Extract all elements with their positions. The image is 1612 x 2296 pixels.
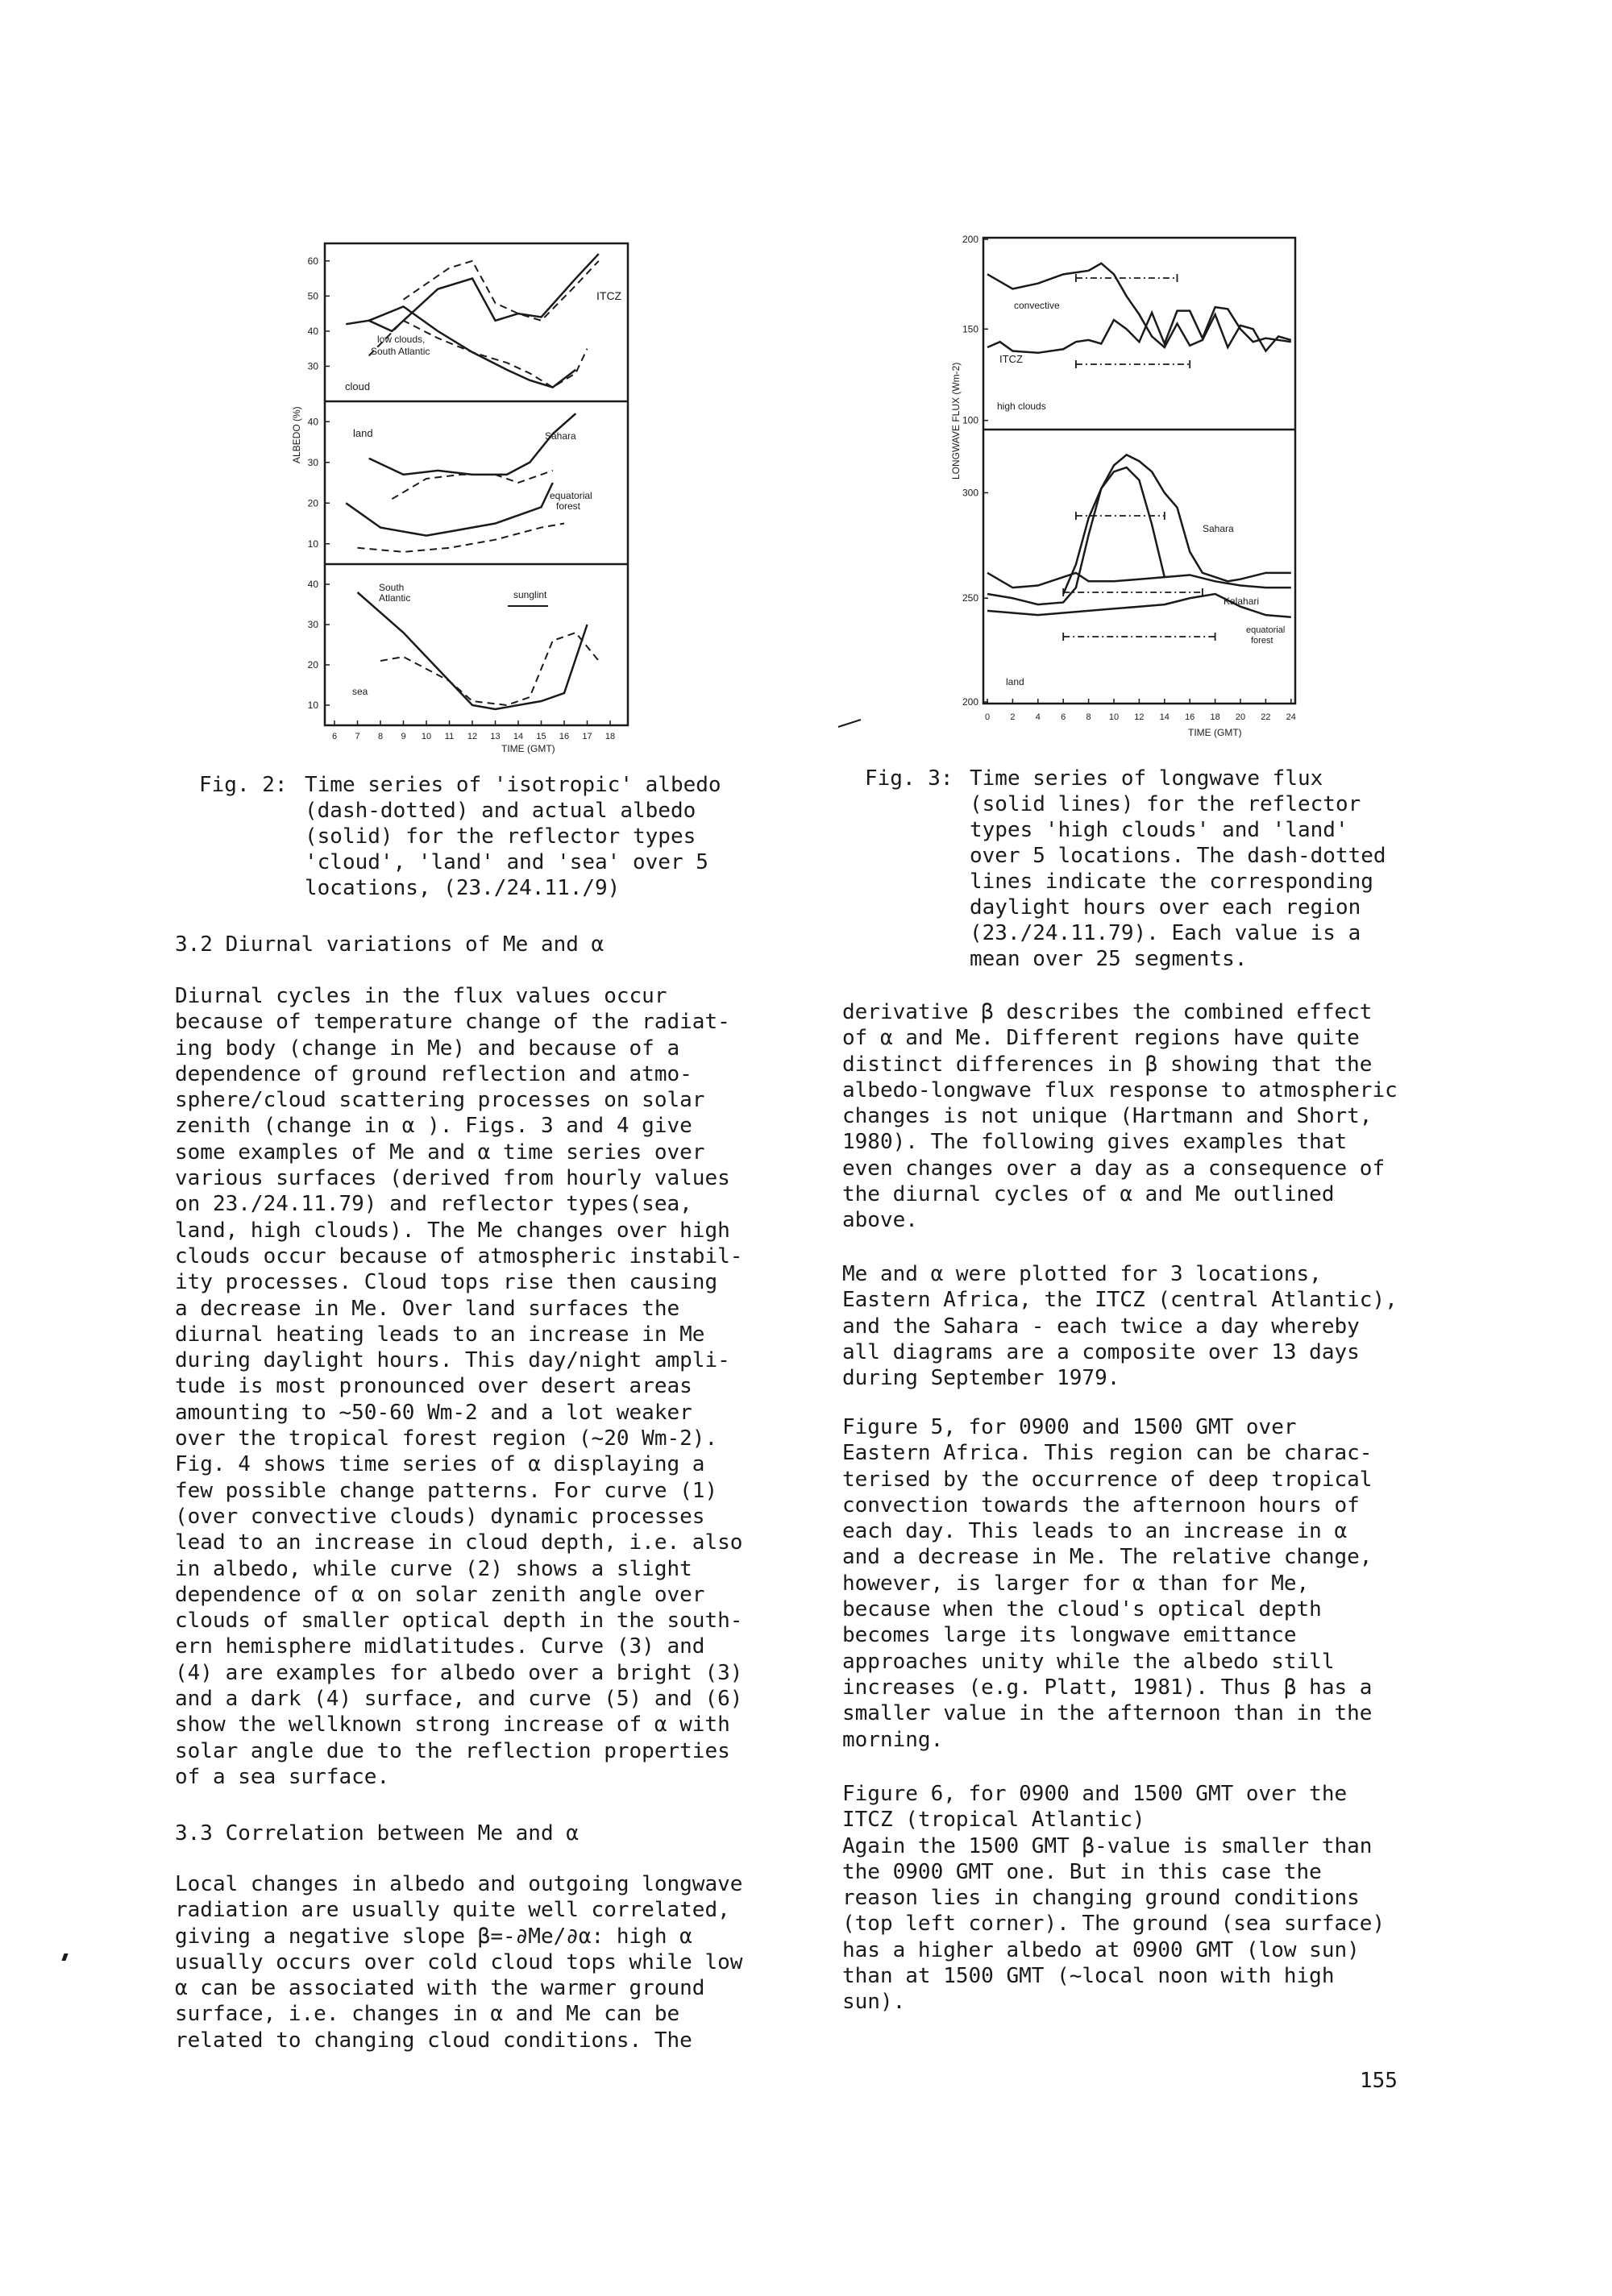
fig3-series-0-1 [987,307,1291,353]
fig2-series-group [346,254,599,709]
fig2-x-tick-4: 10 [421,732,432,741]
fig2-y-tick-1-1: 30 [307,456,318,468]
right-col-para-4: Figure 6, for 0900 and 1500 GMT over the ITCZ (tropical Atlantic) Again the 1500 GMT β-value is smaller than the 0900 GMT one. But in this case the reason lies in changing ground conditions (top left corner). The ground (sea surface) has a higher albedo at 0900 GMT (low sun) than at 1500 GMT (~local noon with high sun). [842,1782,1386,2015]
fig2-y-tick-1-0: 40 [307,416,318,428]
fig2-label-low-clouds-1: low clouds, [377,334,426,345]
fig2-label-sunglint: sunglint [513,589,547,600]
fig3-y-axis-label: LONGWAVE FLUX (Wm-2) [950,362,962,480]
fig2-series-1-1 [392,471,553,499]
fig3-series-1-2 [987,573,1291,587]
fig2-y-tick-1-3: 10 [307,538,318,550]
fig2-label-sahara: Sahara [545,430,576,442]
fig2-label-south: South [379,582,405,593]
fig2-series-0-2 [369,306,576,387]
fig3-x-tick-3: 6 [1061,712,1066,722]
fig3-x-tick-10: 20 [1235,712,1246,722]
fig3-x-tick-5: 10 [1108,712,1120,722]
fig2-x-axis-label: TIME (GMT) [501,743,555,754]
fig2-x-tick-7: 13 [490,732,501,741]
fig3-label-eq-forest-2: forest [1251,636,1273,646]
fig2-x-tick-5: 11 [444,732,455,741]
fig2-series-2-0 [358,592,588,709]
fig3-y-tick-1-0: 300 [962,487,978,499]
fig2-y-tick-0-0: 60 [307,255,318,267]
right-col-para-1: derivative β describes the combined effect of α and Me. Different regions have quite distinct differences in β showing that the albedo-longwave flux response to atmospheric changes is not unique (Hartmann and Short, 1980). The following gives examples that even changes over a day as a consequence of the diurnal cycles of α and Me outlined above. [842,1000,1398,1233]
fig3-series-0-0 [987,264,1291,351]
fig3-x-tick-11: 22 [1261,712,1271,722]
fig2-y-ticks [308,255,330,711]
fig3-stray-mark [838,720,861,727]
fig2-x-tick-9: 15 [536,732,546,741]
fig3-label-high-clouds: high clouds [997,401,1046,412]
fig2-x-tick-6: 12 [467,732,478,741]
fig3-x-ticks [985,699,1296,722]
fig3-x-tick-8: 16 [1185,712,1195,722]
fig2-series-1-3 [358,524,565,552]
fig3-x-tick-4: 8 [1086,712,1091,722]
fig2-series-2-1 [380,633,599,705]
fig3-x-tick-2: 4 [1035,712,1041,722]
fig3-label-kalahari: Kalahari [1224,596,1260,607]
fig3-x-tick-0: 0 [984,712,991,722]
fig3-label-land: land [1006,676,1024,687]
fig3-x-axis-label: TIME (GMT) [1188,727,1242,738]
fig3-series-1-1 [1063,467,1165,594]
fig2-y-tick-2-2: 20 [307,659,318,671]
fig2-series-1-2 [346,483,553,536]
fig2-x-tick-10: 16 [559,732,570,741]
fig2-x-tick-12: 18 [604,732,616,741]
fig2-y-tick-0-2: 40 [307,325,318,337]
fig3-y-tick-0-1: 150 [962,323,978,335]
fig2-x-tick-11: 17 [582,732,592,741]
fig3-x-tick-6: 12 [1134,712,1145,722]
section-3-2-heading: 3.2 Diurnal variations of Me and α [175,932,604,957]
fig3-label-sahara: Sahara [1203,523,1234,534]
fig3-series-1-0 [987,455,1291,604]
fig3-y-tick-1-1: 250 [962,592,978,604]
fig3-x-tick-1: 2 [1010,712,1016,722]
fig2-label-itcz: ITCZ [596,289,622,302]
fig2-label-atlantic: Atlantic [379,592,411,604]
fig2-x-tick-2: 8 [377,732,384,741]
fig3-y-tick-0-2: 100 [962,414,978,426]
fig3-daylight-group [1063,274,1215,641]
fig2-y-axis-label: ALBEDO (%) [291,406,302,463]
fig2-x-tick-0: 6 [331,732,338,741]
fig2-label-sea: sea [352,686,368,697]
fig2-x-ticks [332,720,615,741]
margin-mark [61,1953,68,1961]
fig3-series-group [987,264,1291,617]
fig2-series-1-0 [369,413,576,475]
fig3-label-eq-forest-1: equatorial [1246,625,1286,635]
fig2-y-tick-0-3: 30 [307,360,318,372]
fig2-series-0-3 [369,321,588,388]
fig2-y-tick-2-0: 40 [307,579,318,590]
right-col-para-2: Me and α were plotted for 3 locations, Eastern Africa, the ITCZ (central Atlantic), and the Sahara - each twice a day whereby all diagrams are a composite over 13 days during September 1979. [842,1262,1398,1391]
fig2-x-tick-8: 14 [513,732,524,741]
page-number: 155 [1360,2069,1398,2093]
fig3-y-tick-0-0: 200 [962,234,978,245]
fig3-x-tick-12: 24 [1286,712,1296,722]
fig2-label-cloud: cloud [345,380,371,392]
fig3-label-itcz: ITCZ [999,353,1023,365]
fig2-x-tick-3: 9 [401,732,406,741]
fig2-caption-text: Time series of 'isotropic' albedo (dash-dotted) and actual albedo (solid) for the reflector types 'cloud', 'land' and 'sea' over 5 locations, (23./24.11./9) [305,773,721,900]
fig2-y-tick-2-3: 10 [307,700,318,711]
fig2-x-tick-1: 7 [355,732,360,741]
fig2-series-0-1 [404,261,599,321]
fig2-y-tick-0-1: 50 [307,290,318,302]
fig2-y-tick-1-2: 20 [307,497,318,509]
fig2-caption-label: Fig. 2: [199,773,288,797]
fig2-frame [325,243,628,725]
fig3-x-tick-9: 18 [1210,712,1220,722]
fig3-x-tick-7: 14 [1159,712,1170,722]
fig2-y-tick-2-1: 30 [307,619,318,630]
fig3-caption-label: Fig. 3: [865,766,953,791]
fig2-series-0-0 [346,254,599,331]
fig2-label-low-clouds-2: South Atlantic [371,346,430,357]
fig2-label-land: land [353,427,373,439]
fig3-label-convective: convective [1014,300,1060,311]
fig2-label-eq-forest-1: equatorial [550,490,592,501]
fig2-label-eq-forest-2: forest [556,500,581,512]
fig3-y-tick-1-2: 200 [962,696,978,708]
fig3-caption-text: Time series of longwave flux (solid lines) for the reflector types 'high clouds' and 'land' over 5 locations. The dash-dotted lines indicate the corresponding daylight hours over each region (23./24.11.79). Each value is a mean over 25 segments. [970,766,1386,971]
fig3-series-1-3 [987,594,1291,617]
section-3-2-body: Diurnal cycles in the flux values occur because of temperature change of the radiat- ing body (change in Me) and because of a dependence of ground reflection and atmo- sphere/cloud scattering processes on solar zenith (change in α ). Figs. 3 and 4 give some examples of Me and α time series over various surfaces (derived from hourly values on 23./24.11.79) and reflector types(sea, land, high clouds). The Me changes over high clouds occur because of atmospheric instabil- ity processes. Cloud tops rise then causing a decrease in Me. Over land surfaces the diurnal heating leads to an increase in Me during daylight hours. This day/night ampli- tude is most pronounced over desert areas amounting to ~50-60 Wm-2 and a lot weaker over the tropical forest region (~20 Wm-2). Fig. 4 shows time series of α displaying a few possible change patterns. For curve (1) (over convective clouds) dynamic processes lead to an increase in cloud depth, i.e. also in albedo, while curve (2) shows a slight dependence of α on solar zenith angle over clouds of smaller optical depth in the south- ern hemisphere midlatitudes. Curve (3) and (4) are examples for albedo over a bright (3) and a dark (4) surface, and curve (5) and (6) show the wellknown strong increase of α with solar angle due to the reflection properties of a sea surface. [175,984,743,1789]
fig3-frame [983,238,1295,704]
section-3-3-heading: 3.3 Correlation between Me and α [175,1821,579,1846]
section-3-3-body: Local changes in albedo and outgoing longwave radiation are usually quite well correlated, giving a negative slope β=-∂Me/∂α: high α usually occurs over cold cloud tops while low α can be associated with the warmer ground surface, i.e. changes in α and Me can be related to changing cloud conditions. The [175,1872,743,2053]
right-col-para-3: Figure 5, for 0900 and 1500 GMT over Eastern Africa. This region can be charac- terised by the occurrence of deep tropical convection towards the afternoon hours of each day. This leads to an increase in α and a decrease in Me. The relative change, however, is larger for α than for Me, because when the cloud's optical depth becomes large its longwave emittance approaches unity while the albedo still increases (e.g. Platt, 1981). Thus β has a smaller value in the afternoon than in the morning. [842,1415,1373,1752]
fig3-y-ticks [962,234,988,708]
